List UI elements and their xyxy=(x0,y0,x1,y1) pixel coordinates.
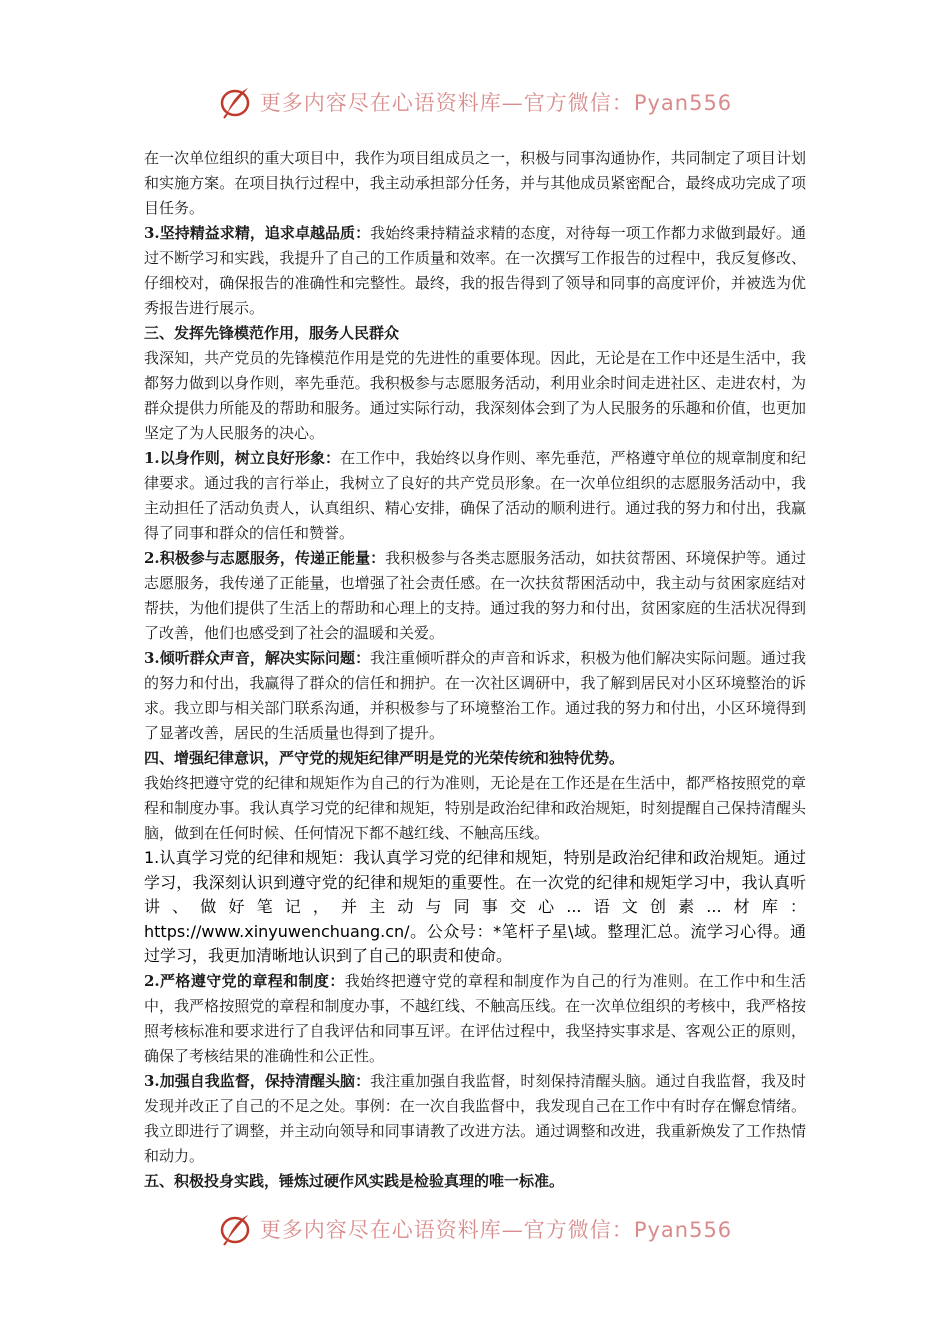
document-body xyxy=(144,146,806,1194)
item-text: 在工作中，我始终以身作则、率先垂范，严格遵守单位的规章制度和纪律要求。通过我的言行举止，我树立了良好的共产党员形象。在一次单位组织的志愿服务活动中，我主动担任了活动负责人，认真组织、精心安排，确保了活动的顺利进行。通过我的努力和付出，我赢得了同事和群众的信任和赞誉。 xyxy=(144,449,806,542)
banner-label: 更多内容尽在心语资料库—官方微信： xyxy=(259,1218,634,1242)
item-lead: 2.积极参与志愿服务，传递正能量： xyxy=(144,549,386,567)
quill-pen-logo-icon xyxy=(218,1211,254,1247)
section-heading-5 xyxy=(144,1169,806,1194)
banner-content xyxy=(218,84,732,120)
paragraph-text: 我始终把遵守党的纪律和规矩作为自己的行为准则，无论是在工作还是在生活中，都严格按照党的章程和制度办事。我认真学习党的纪律和规矩，特别是政治纪律和政治规矩，时刻提醒自己保持清醒头脑，做到在任何时候、任何情况下都不越红线、不触高压线。 xyxy=(144,774,806,842)
item-self-supervision xyxy=(144,1069,806,1169)
item-text: 1.认真学习党的纪律和规矩：我认真学习党的纪律和规矩，特别是政治纪律和政治规矩。通过学习，我深刻认识到遵守党的纪律和规矩的重要性。在一次党的纪律和规矩学习中，我认真听讲、做好笔记，并主动与同事交心...语文创素...材库：https://www.xinyuwenchuang.cn/。公众号：*笔杆子星\域。整理汇总。流学习心得。通过学习，我更加清晰地认识到了自己的职责和使命。 xyxy=(144,848,806,965)
item-study-rules xyxy=(144,846,806,969)
quill-pen-logo-icon xyxy=(218,84,254,120)
banner-text xyxy=(260,1214,732,1244)
item-lead: 3.坚持精益求精，追求卓越品质： xyxy=(144,224,371,242)
item-listen-to-masses xyxy=(144,646,806,746)
item-text: 我始终把遵守党的章程和制度作为自己的行为准则。在工作中和生活中，我严格按照党的章程和制度办事，不越红线、不触高压线。在一次单位组织的考核中，我严格按照考核标准和要求进行了自我评估和同事互评。在评估过程中，我坚持实事求是、客观公正的原则，确保了考核结果的准确性和公正性。 xyxy=(144,971,806,1065)
banner-text xyxy=(260,87,732,117)
paragraph-vanguard xyxy=(144,346,806,446)
item-follow-charter xyxy=(144,969,806,1069)
banner-content xyxy=(218,1211,732,1247)
item-text: 我积极参与各类志愿服务活动，如扶贫帮困、环境保护等。通过志愿服务，我传递了正能量，也增强了社会责任感。在一次扶贫帮困活动中，我主动与贫困家庭结对帮扶，为他们提供了生活上的帮助和心理上的支持。通过我的努力和付出，贫困家庭的生活状况得到了改善，他们也感受到了社会的温暖和关爱。 xyxy=(144,549,806,642)
heading-text: 三、发挥先锋模范作用，服务人民群众 xyxy=(144,324,400,342)
item-text: 我注重加强自我监督，时刻保持清醒头脑。通过自我监督，我及时发现并改正了自己的不足之处。事例：在一次自我监督中，我发现自己在工作中有时存在懈怠情绪。我立即进行了调整，并主动向领导和同事请教了改进方法。通过调整和改进，我重新焕发了工作热情和动力。 xyxy=(144,1071,806,1165)
item-volunteer xyxy=(144,546,806,646)
item-lead: 3.倾听群众声音，解决实际问题： xyxy=(144,649,371,667)
heading-text: 五、积极投身实践，锤炼过硬作风实践是检验真理的唯一标准。 xyxy=(144,1171,565,1190)
paragraph-project-teamwork xyxy=(144,146,806,221)
paragraph-discipline xyxy=(144,771,806,846)
wechat-id: Pyan556 xyxy=(633,1218,733,1242)
item-lead: 1.以身作则，树立良好形象： xyxy=(144,449,341,467)
section-heading-3 xyxy=(144,321,806,346)
item-text: 我始终秉持精益求精的态度，对待每一项工作都力求做到最好。通过不断学习和实践，我提升了自己的工作质量和效率。在一次撰写工作报告的过程中，我反复修改、仔细校对，确保报告的准确性和完整性。最终，我的报告得到了领导和同事的高度评价，并被选为优秀报告进行展示。 xyxy=(144,224,806,317)
item-text: 我注重倾听群众的声音和诉求，积极为他们解决实际问题。通过我的努力和付出，我赢得了群众的信任和拥护。在一次社区调研中，我了解到居民对小区环境整治的诉求。我立即与相关部门联系沟通，并积极参与了环境整治工作。通过我的努力和付出，小区环境得到了显著改善，居民的生活质量也得到了提升。 xyxy=(144,649,806,742)
heading-text: 四、增强纪律意识，严守党的规矩纪律严明是党的光荣传统和独特优势。 xyxy=(144,749,625,767)
header-banner xyxy=(0,80,950,124)
item-lead: 2.严格遵守党的章程和制度： xyxy=(144,971,345,990)
item-excellence xyxy=(144,221,806,321)
item-lead: 3.加强自我监督，保持清醒头脑： xyxy=(144,1071,371,1090)
wechat-id: Pyan556 xyxy=(633,91,733,115)
paragraph-text: 在一次单位组织的重大项目中，我作为项目组成员之一，积极与同事沟通协作，共同制定了项目计划和实施方案。在项目执行过程中，我主动承担部分任务，并与其他成员紧密配合，最终成功完成了项目任务。 xyxy=(144,149,806,217)
item-lead-by-example xyxy=(144,446,806,546)
banner-label: 更多内容尽在心语资料库—官方微信： xyxy=(259,91,634,115)
section-heading-4 xyxy=(144,746,806,771)
footer-banner xyxy=(0,1207,950,1251)
paragraph-text: 我深知，共产党员的先锋模范作用是党的先进性的重要体现。因此，无论是在工作中还是生活中，我都努力做到以身作则，率先垂范。我积极参与志愿服务活动，利用业余时间走进社区、走进农村，为群众提供力所能及的帮助和服务。通过实际行动，我深刻体会到了为人民服务的乐趣和价值，也更加坚定了为人民服务的决心。 xyxy=(144,349,806,442)
